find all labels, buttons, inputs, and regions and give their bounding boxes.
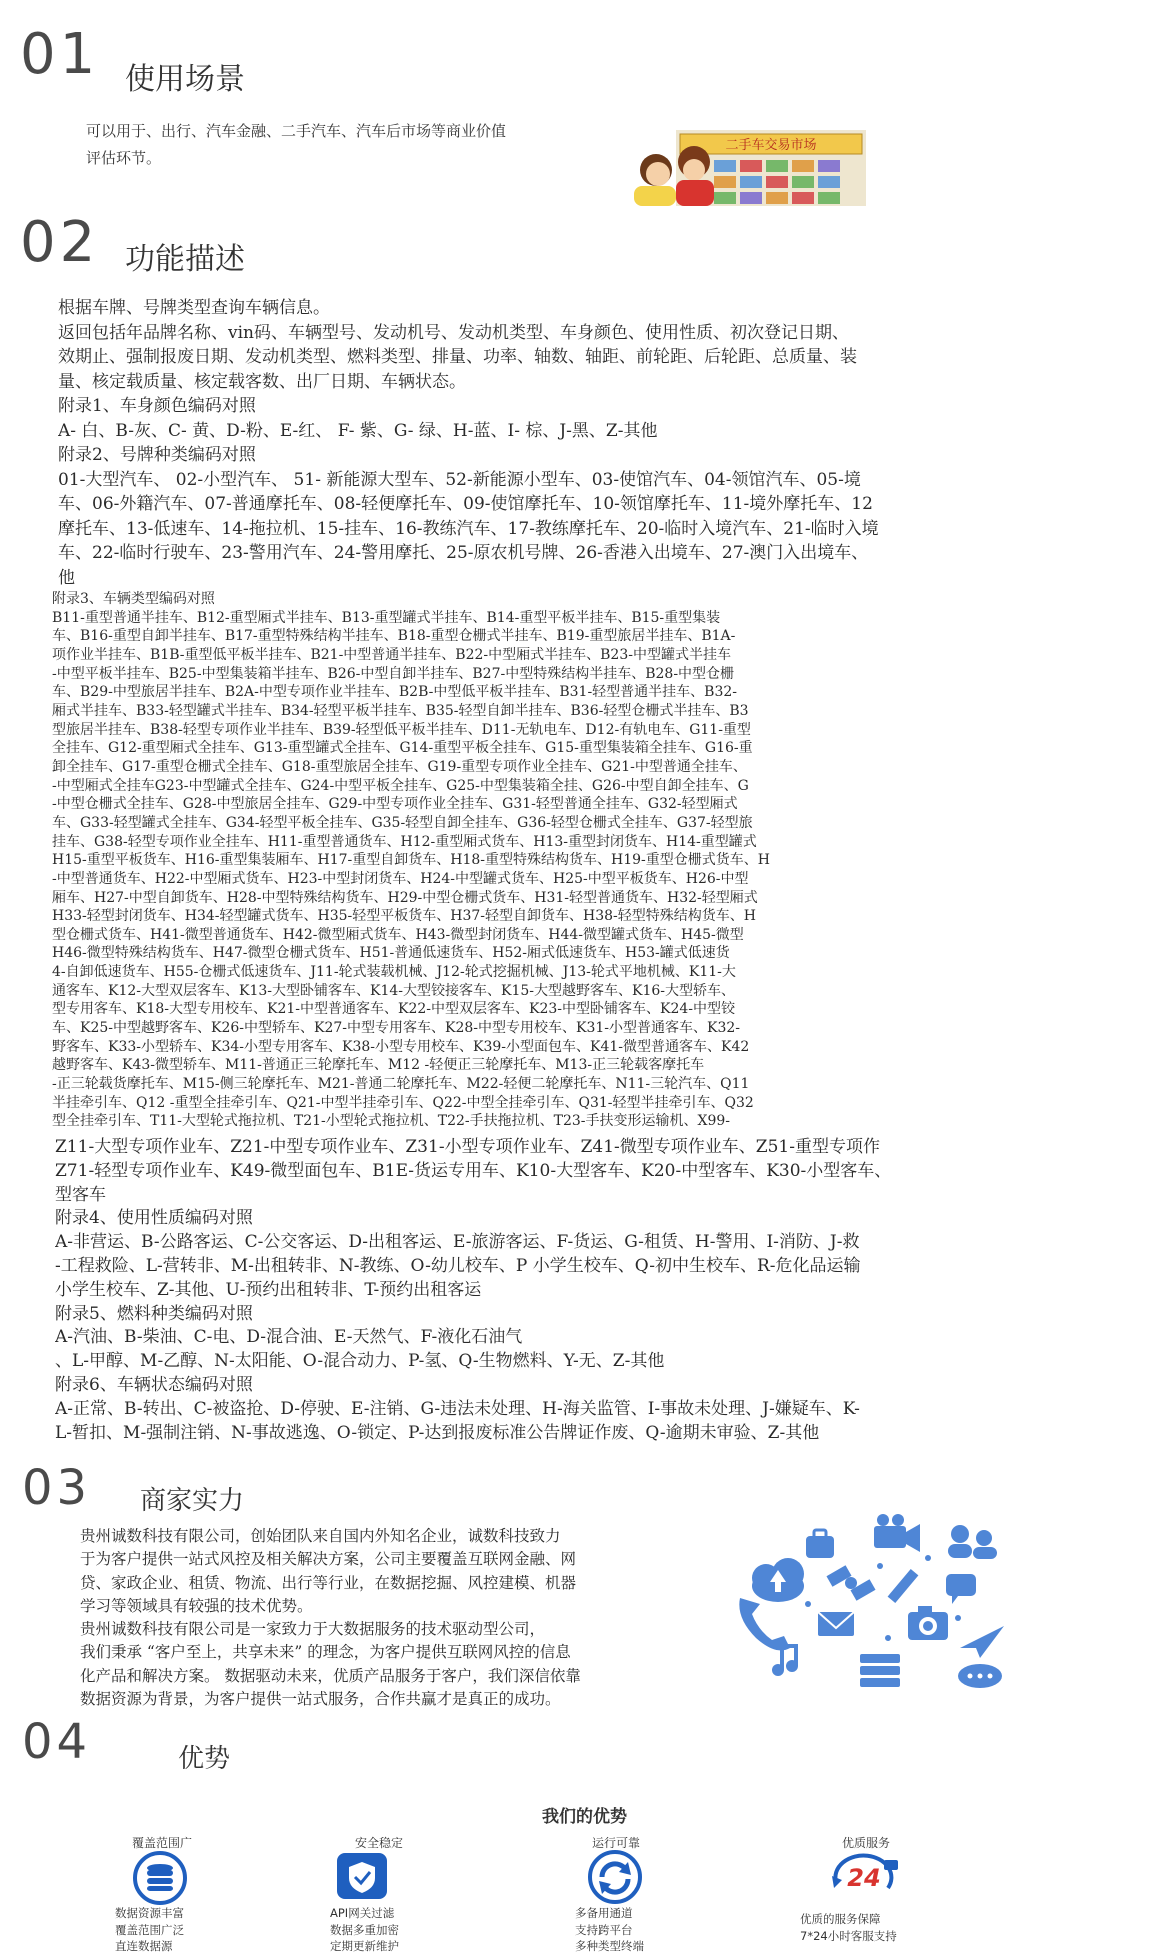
appendix-line: A-汽油、B-柴油、C-电、D-混合油、E-天然气、F-液化石油气 xyxy=(55,1327,523,1348)
function-line: 返回包括年品牌名称、vin码、车辆型号、发动机号、发动机类型、车身颜色、使用性质、初次登记日期、 xyxy=(58,322,849,343)
appendix-line: B11-重型普通半挂车、B12-重型厢式半挂车、B13-重型罐式半挂车、B14-重型平板半挂车、B15-重型集装 xyxy=(52,609,721,626)
appendix-line: A-非营运、B-公路客运、C-公交客运、D-出租客运、E-旅游客运、F-货运、G-租赁、H-警用、I-消防、J-救 xyxy=(55,1232,860,1253)
advantage-label: 安全稳定 xyxy=(354,1836,403,1850)
users-icon xyxy=(948,1525,997,1559)
appendix-heading: 附录1、车身颜色编码对照 xyxy=(58,396,256,416)
market-sign-text: 二手车交易市场 xyxy=(725,138,817,153)
function-line: 01-大型汽车、 02-小型汽车、 51- 新能源大型车、52-新能源小型车、03-使馆汽车、04-领馆汽车、05-境 xyxy=(58,469,861,490)
appendix-line: -中型普通货车、H22-中型厢式货车、H23-中型封闭货车、H24-中型罐式货车、H25-中型平板货车、H26-中型 xyxy=(52,870,749,887)
profile-line: 贵州诚数科技有限公司，创始团队来自国内外知名企业，诚数科技致力 xyxy=(80,1527,561,1545)
appendix-line: 车、K25-中型越野客车、K26-中型轿车、K27-中型专用客车、K28-中型专用校车、K31-小型普通客车、K32- xyxy=(52,1020,741,1037)
company-profile xyxy=(80,1525,770,1711)
appendix-line: L-暂扣、M-强制注销、N-事故逃逸、O-锁定、P-达到报废标准公告牌证作废、Q-逾期未审验、Z-其他 xyxy=(55,1422,820,1443)
comment-dots-icon xyxy=(958,1664,1002,1688)
appendix-line: 野客车、K33-小型轿车、K34-小型专用客车、K38-小型专用校车、K39-小型面包车、K41-微型普通客车、K42 xyxy=(52,1038,750,1055)
database-icon xyxy=(122,1850,198,1906)
24h-badge: 24 xyxy=(847,1864,881,1892)
appendix-line: Z11-大型专项作业车、Z21-中型专项作业车、Z31-小型专项作业车、Z41-微型专项作业车、Z51-重型专项作 xyxy=(55,1137,880,1157)
pencil-icon xyxy=(888,1569,919,1603)
appendix-heading: 附录4、使用性质编码对照 xyxy=(55,1208,253,1229)
desc-line: API网关过滤 xyxy=(330,1906,395,1920)
appendix-line: -中型平板半挂车、B25-中型集装箱半挂车、B26-中型自卸半挂车、B27-中型特殊结构半挂车、B28-中型仓栅 xyxy=(52,665,735,682)
shield-icon xyxy=(334,1850,390,1902)
appendix-line: 小学生校车、Z-其他、U-预约出租转非、T-预约出租客运 xyxy=(55,1279,482,1300)
envelope-icon xyxy=(818,1612,854,1636)
appendix-line: 挂车、G38-轻型专项作业全挂车、H11-重型普通货车、H12-重型厢式货车、H13-重型封闭货车、H14-重型罐式 xyxy=(52,833,757,850)
section-03-title: 商家实力 xyxy=(140,1486,245,1516)
appendix-line: H46-微型特殊结构货车、H47-微型仓栅式货车、H51-普通低速货车、H52-厢式低速货车、H53-罐式低速货 xyxy=(52,945,730,962)
appendix-line: 型仓栅式货车、H41-微型普通货车、H42-微型厢式货车、H43-微型封闭货车、H44-微型罐式货车、H45-微型 xyxy=(52,926,744,943)
appendix-line: -工程救险、L-营转非、M-出租转非、N-教练、O-幼儿校车、P 小学生校车、Q-初中生校车、R-危化品运输 xyxy=(55,1255,861,1276)
customer-figure xyxy=(634,154,676,206)
vehicle-type-appendix xyxy=(52,590,990,1131)
appendix-heading: 附录6、车辆状态编码对照 xyxy=(55,1374,253,1395)
communication-icons-cluster xyxy=(728,1508,1068,1688)
appendix-line: 厢车、H27-中型自卸货车、H28-中型特殊结构货车、H29-中型仓栅式货车、H31-轻型普通货车、H32-轻型厢式 xyxy=(52,889,758,906)
desc-line: 7*24小时客服支持 xyxy=(800,1928,897,1943)
appendix-heading: 附录2、号牌种类编码对照 xyxy=(58,445,256,465)
phone-icon xyxy=(739,1598,790,1650)
advantages-heading: 我们的优势 xyxy=(542,1807,627,1827)
profile-line: 我们秉承 “客户至上，共享未来” 的理念，为客户提供互联网风控的信息 xyxy=(80,1643,571,1662)
advantage-label: 运行可靠 xyxy=(591,1836,640,1850)
profile-line: 数据资源为背景，为客户提供一站式服务，合作共赢才是真正的成功。 xyxy=(80,1690,561,1709)
section-02-number: 02 xyxy=(20,210,100,275)
appendix-line: 车、B29-中型旅居半挂车、B2A-中型专项作业半挂车、B2B-中型低平板半挂车、B31-轻型普通半挂车、B32- xyxy=(52,684,738,701)
appendix-line: 车、G33-轻型罐式全挂车、G34-轻型平板全挂车、G35-轻型自卸全挂车、G36-轻型仓栅式全挂车、G37-轻型旅 xyxy=(52,814,753,831)
desc-line: 支持跨平台 xyxy=(575,1922,633,1937)
advantage-label: 优质服务 xyxy=(841,1836,890,1850)
appendix-line: -中型厢式全挂车G23-中型罐式全挂车、G24-中型平板全挂车、G25-中型集装箱全挂、G26-中型自卸全挂车、G xyxy=(52,777,749,794)
section-01-title: 使用场景 xyxy=(125,62,245,97)
appendix-line: 越野客车、K43-微型轿车、M11-普通正三轮摩托车、M12 -轻便正三轮摩托车、M13-正三轮载客摩托车 xyxy=(52,1057,705,1074)
appendix-line: 全挂车、G12-重型厢式全挂车、G13-重型罐式全挂车、G14-重型平板全挂车、G15-重型集装箱全挂车、G16-重 xyxy=(52,740,753,757)
appendix-line: Z71-轻型专项作业车、K49-微型面包车、B1E-货运专用车、K10-大型客车、K20-中型客车、K30-小型客车、 xyxy=(55,1160,892,1181)
appendix-line: -中型仓栅式全挂车、G28-中型旅居全挂车、G29-中型专项作业全挂车、G31-轻型普通全挂车、G32-轻型厢式 xyxy=(52,796,738,813)
appendix-line: 型专用客车、K18-大型专用校车、K21-中型普通客车、K22-中型双层客车、K23-中型卧铺客车、K24-中型铰 xyxy=(52,1001,736,1018)
function-line: A- 白、B-灰、C- 黄、D-粉、E-红、 F- 紫、G- 绿、H-蓝、I- 棕、J-黑、Z-其他 xyxy=(58,420,658,441)
desc-line: 优质的服务保障 xyxy=(800,1912,881,1926)
function-line: 他 xyxy=(58,567,75,588)
appendix-continued xyxy=(55,1136,993,1445)
satellite-icon xyxy=(826,1565,875,1600)
usage-description xyxy=(86,118,506,172)
appendix-heading: 附录5、燃料种类编码对照 xyxy=(55,1303,253,1324)
desc-line: 数据多重加密 xyxy=(330,1922,399,1937)
appendix-line: -正三轮载货摩托车、M15-侧三轮摩托车、M21-普通二轮摩托车、M22-轻便二轮摩托车、N11-三轮汽车、Q11 xyxy=(52,1076,750,1093)
usage-line: 评估环节。 xyxy=(86,149,162,167)
desc-line: 覆盖范围广泛 xyxy=(115,1922,184,1937)
appendix-line: 型客车 xyxy=(55,1184,106,1205)
function-line: 根据车牌、号牌类型查询车辆信息。 xyxy=(58,298,330,318)
appendix-line: 卸全挂车、G17-重型仓栅式全挂车、G18-重型旅居全挂车、G19-重型专项作业全挂车、G21-中型普通全挂车、 xyxy=(52,758,747,775)
appendix-line: 车、B16-重型自卸半挂车、B17-重型特殊结构半挂车、B18-重型仓栅式半挂车、B19-重型旅居半挂车、B1A- xyxy=(52,628,736,645)
profile-line: 贵州诚数科技有限公司是一家致力于大数据服务的技术驱动型公司， xyxy=(80,1620,546,1639)
appendix-line: 项作业半挂车、B1B-重型低平板半挂车、B21-中型普通半挂车、B22-中型厢式半挂车、B23-中型罐式半挂车 xyxy=(52,646,731,663)
profile-line: 学习等领域具有较强的技术优势。 xyxy=(80,1596,313,1615)
advantage-description xyxy=(330,1905,399,1955)
toolbox-icon xyxy=(806,1530,834,1558)
function-line: 摩托车、13-低速车、14-拖拉机、15-挂车、16-教练汽车、17-教练摩托车、20-临时入境汽车、21-临时入境 xyxy=(58,518,879,539)
appendix-line: 通客车、K12-大型双层客车、K13-大型卧铺客车、K14-大型铰接客车、K15-大型越野客车、K16-大型轿车、 xyxy=(52,982,736,999)
usage-line: 可以用于、出行、汽车金融、二手汽车、汽车后市场等商业价值 xyxy=(86,122,507,140)
function-description xyxy=(58,296,996,590)
advantage-label: 覆盖范围广 xyxy=(131,1836,192,1850)
desc-line: 定期更新维护 xyxy=(330,1939,399,1953)
desc-line: 数据资源丰富 xyxy=(115,1906,184,1920)
chat-bubble-icon xyxy=(946,1574,976,1604)
appendix-line: 厢式半挂车、B33-轻型罐式半挂车、B34-轻型平板半挂车、B35-轻型自卸半挂车、B36-轻型仓栅式半挂车、B3 xyxy=(52,702,749,719)
advantage-description xyxy=(800,1911,897,1944)
desc-line: 多备用通道 xyxy=(575,1906,633,1920)
section-04-title: 优势 xyxy=(178,1744,231,1774)
function-line: 量、核定载质量、核定载客数、出厂日期、车辆状态。 xyxy=(58,371,466,392)
cloud-upload-icon xyxy=(752,1558,804,1602)
appendix-line: 、L-甲醇、M-乙醇、N-太阳能、O-混合动力、P-氢、Q-生物燃料、Y-无、Z-其他 xyxy=(55,1351,665,1372)
profile-line: 于为客户提供一站式风控及相关解决方案，公司主要覆盖互联网金融、网 xyxy=(80,1550,577,1569)
appendix-line: 型旅居半挂车、B38-轻型专项作业半挂车、B39-轻型低平板半挂车、D11-无轨电车、D12-有轨电车、G11-重型 xyxy=(52,721,751,738)
camera-icon xyxy=(908,1606,948,1640)
profile-line: 化产品和解决方案。 数据驱动未来，优质产品服务于客户，我们深信依靠 xyxy=(80,1666,581,1685)
function-line: 车、06-外籍汽车、07-普通摩托车、08-轻便摩托车、09-使馆摩托车、10-领馆摩托车、11-境外摩托车、12 xyxy=(58,494,873,514)
section-01-number: 01 xyxy=(20,22,100,87)
desc-line: 多种类型终端 xyxy=(575,1939,644,1953)
appendix-line: 型全挂牵引车、T11-大型轮式拖拉机、T21-小型轮式拖拉机、T22-手扶拖拉机、T23-手扶变形运输机、X99- xyxy=(52,1113,731,1130)
appendix-heading: 附录3、车辆类型编码对照 xyxy=(52,591,215,607)
function-line: 效期止、强制报废日期、发动机类型、燃料类型、排量、功率、轴数、轴距、前轮距、后轮距、总质量、装 xyxy=(58,347,857,367)
used-car-market-illustration xyxy=(628,112,880,206)
video-camera-icon xyxy=(874,1514,920,1552)
storage-stack-icon xyxy=(860,1654,900,1687)
desc-line: 直连数据源 xyxy=(115,1939,173,1953)
section-04-number: 04 xyxy=(22,1714,92,1770)
function-line: 车、22-临时行驶车、23-警用汽车、24-警用摩托、25-原农机号牌、26-香港入出境车、27-澳门入出境车、 xyxy=(58,543,869,563)
refresh-icon xyxy=(582,1848,648,1906)
profile-line: 贷、家政企业、租赁、物流、出行等行业，在数据挖掘、风控建模、机器 xyxy=(80,1573,577,1592)
appendix-line: H15-重型平板货车、H16-重型集装厢车、H17-重型自卸货车、H18-重型特殊结构货车、H19-重型仓栅式货车、H xyxy=(52,852,770,869)
car-stall-grid xyxy=(714,160,840,204)
advantage-description xyxy=(115,1905,184,1955)
24h-service-icon xyxy=(828,1852,904,1900)
appendix-line: A-正常、B-转出、C-被盗抢、D-停驶、E-注销、G-违法未处理、H-海关监管、I-事故未处理、J-嫌疑车、K- xyxy=(55,1398,860,1419)
appendix-line: H33-轻型封闭货车、H34-轻型罐式货车、H35-轻型平板货车、H37-轻型自卸货车、H38-轻型特殊结构货车、H xyxy=(52,908,756,925)
section-03-number: 03 xyxy=(22,1460,92,1516)
paper-plane-icon xyxy=(960,1626,1004,1658)
advantage-description xyxy=(575,1905,644,1955)
appendix-line: 半挂牵引车、Q12 -重型全挂牵引车、Q21-中型半挂牵引车、Q22-中型全挂牵引车、Q31-轻型半挂牵引车、Q32 xyxy=(52,1094,754,1111)
appendix-line: 4-自卸低速货车、H55-仓栅式低速货车、J11-轮式装载机械、J12-轮式挖掘机械、J13-轮式平地机械、K11-大 xyxy=(52,964,736,981)
section-02-title: 功能描述 xyxy=(125,242,245,277)
